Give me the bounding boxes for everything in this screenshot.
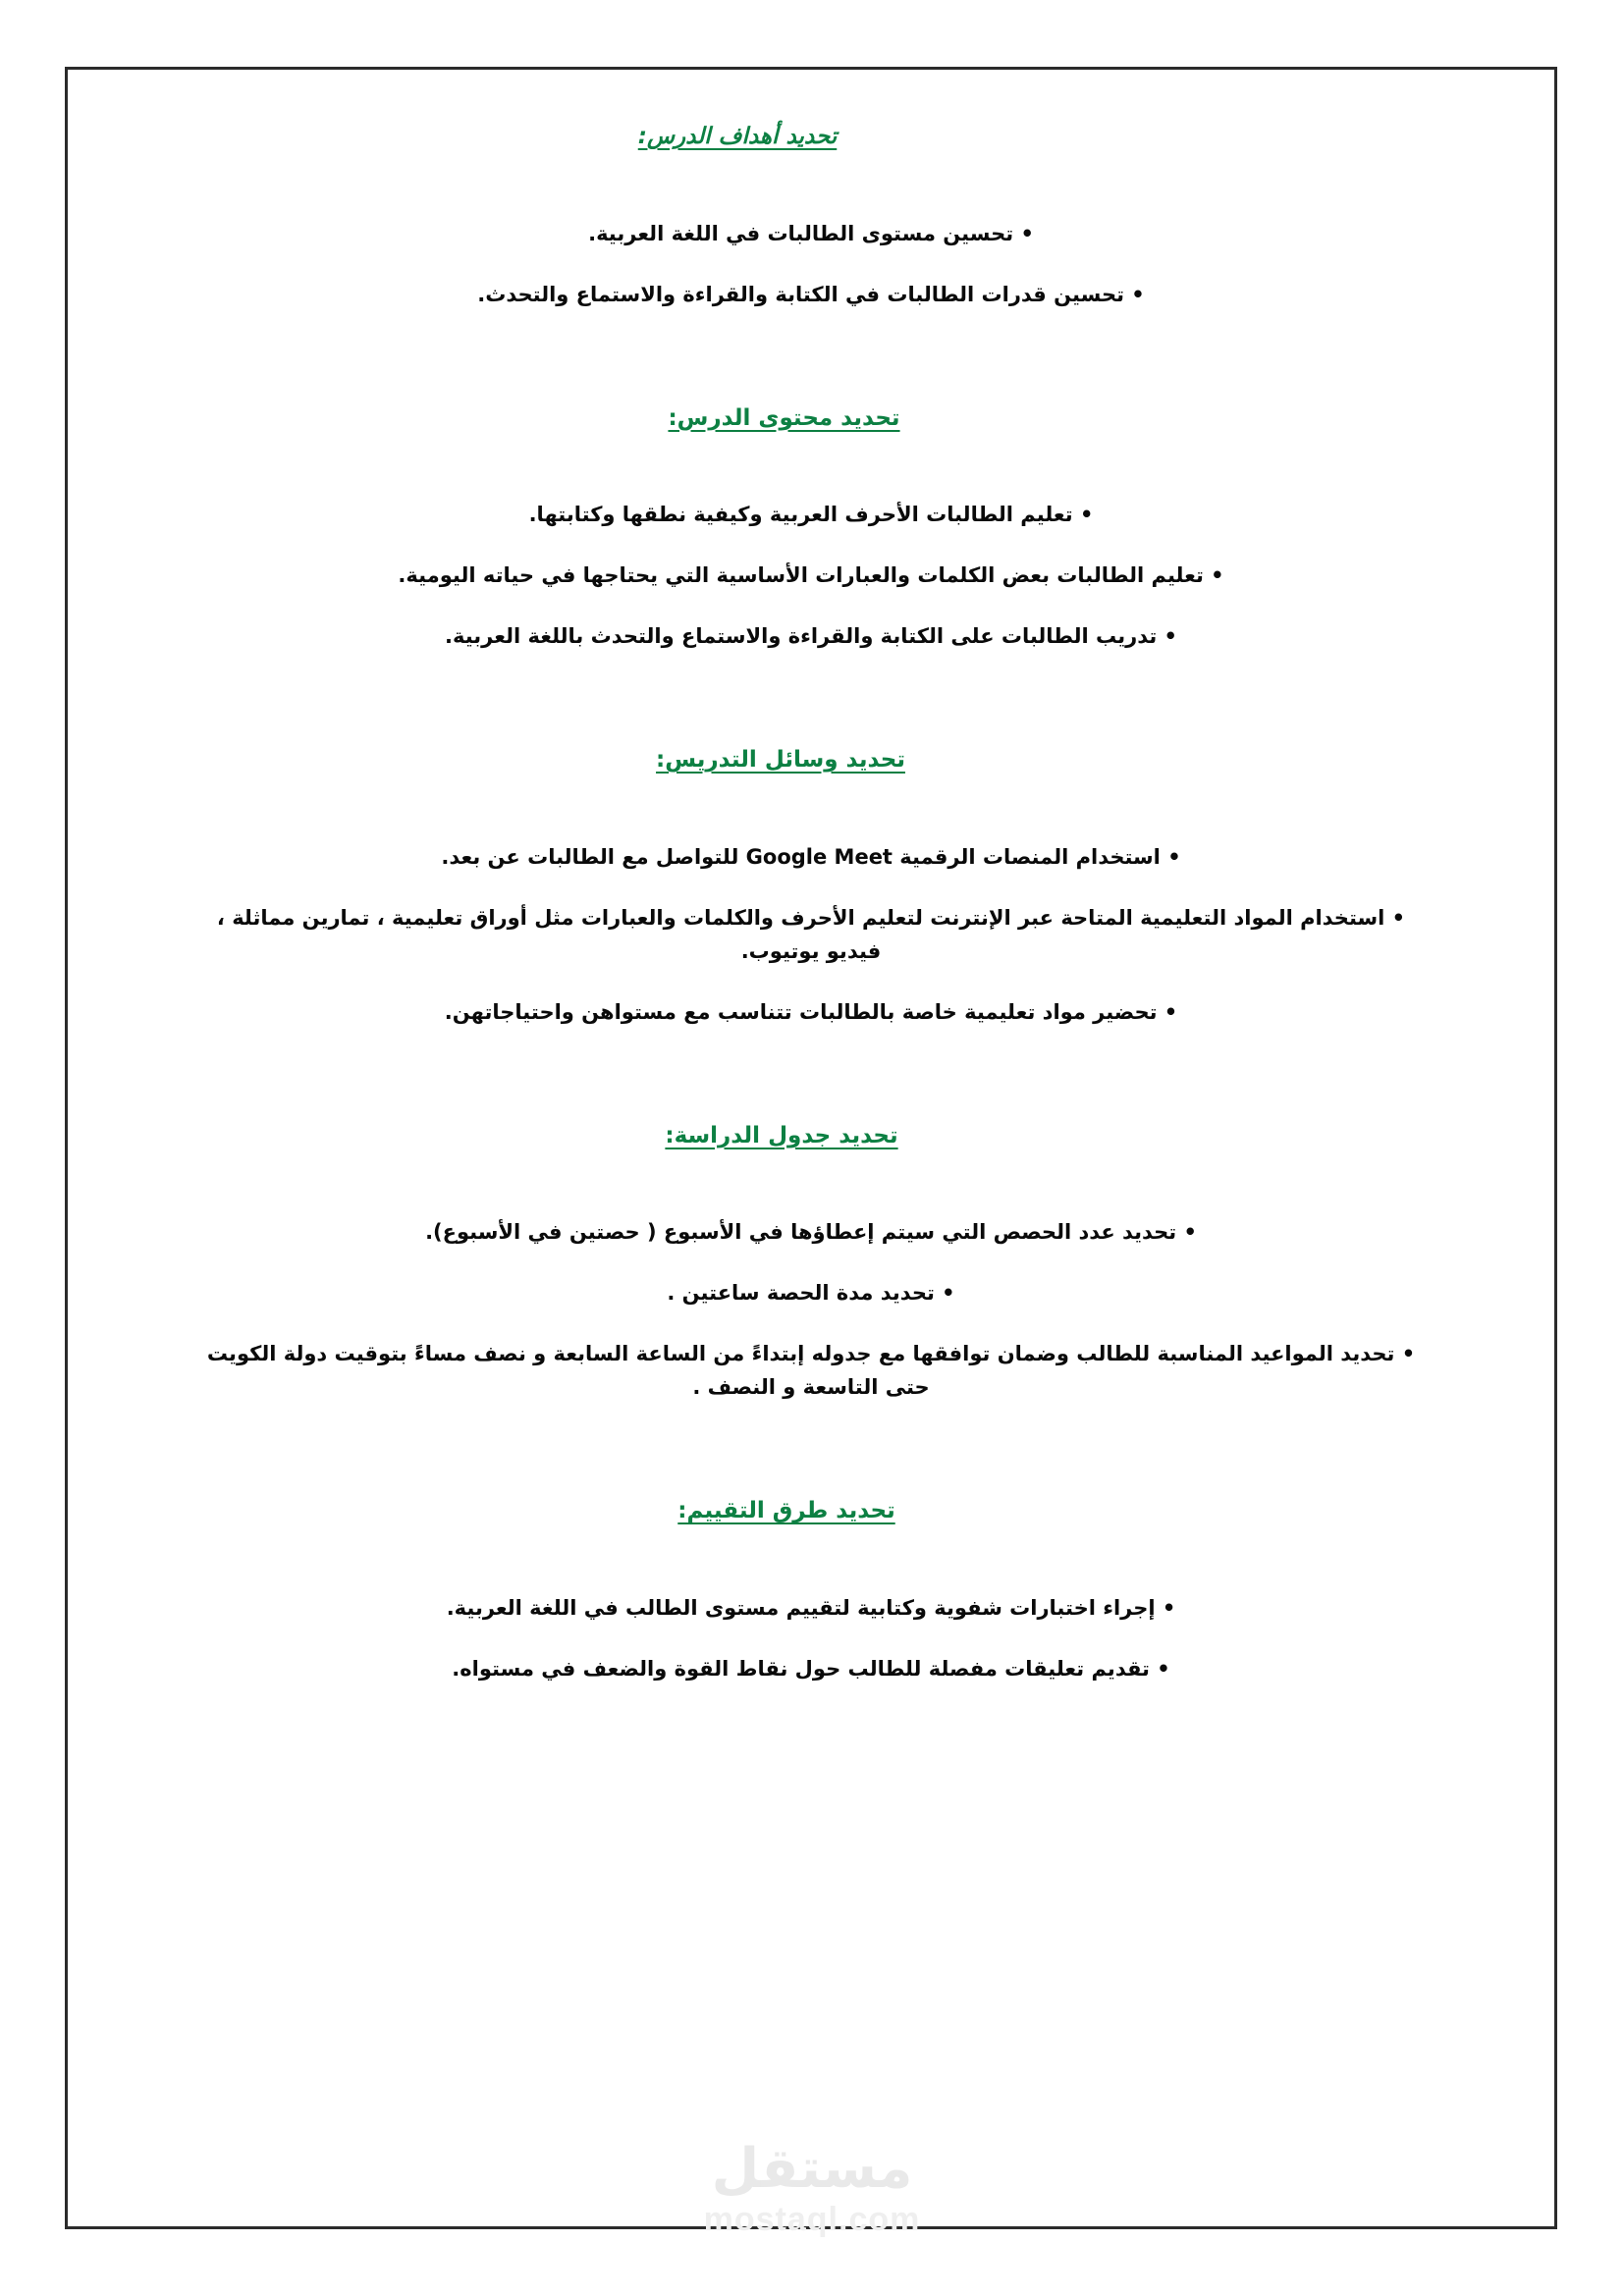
bullet-text: تحسين قدرات الطالبات في الكتابة والقراءة والاستماع والتحدث. [477, 282, 1124, 306]
bullet-item [183, 217, 1439, 250]
bullet-text: إجراء اختبارات شفوية وكتابية لتقييم مستوى الطالب في اللغة العربية. [446, 1595, 1156, 1620]
bullet-dot: • [1157, 999, 1178, 1024]
bullet-dot: • [1160, 844, 1181, 869]
bullet-item [183, 1337, 1439, 1404]
section-heading-assessment-methods [183, 1494, 1439, 1528]
watermark-arabic-text: مستقل [711, 2137, 913, 2202]
bullet-text: تحضير مواد تعليمية خاصة بالطالبات تتناسب مع مستواهن واحتياجاتهن. [444, 999, 1158, 1024]
bullet-item [183, 278, 1439, 311]
bullet-text: تحديد مدة الحصة ساعتين . [667, 1281, 935, 1306]
bullet-item [183, 840, 1439, 874]
watermark-latin-text: mostaql.com [703, 2201, 921, 2238]
spacer [183, 154, 1439, 217]
bullet-dot: • [1157, 624, 1177, 649]
bullet-item [183, 559, 1439, 592]
heading-text-assessment-methods: تحديد طرق التقييم: [677, 1498, 895, 1524]
section-heading-teaching-methods [183, 743, 1439, 777]
bullet-item [183, 1215, 1439, 1249]
bullet-text: تحسين مستوى الطالبات في اللغة العربية. [588, 221, 1014, 245]
bullet-dot: • [1072, 503, 1094, 527]
bullet-dot: • [1155, 1595, 1176, 1620]
bullet-dot: • [1384, 905, 1406, 930]
bullet-text: تعليم الطالبات بعض الكلمات والعبارات الأساسية التي يحتاجها في حياته اليومية. [398, 563, 1204, 588]
bullet-item [183, 1591, 1439, 1625]
spacer [183, 1152, 1439, 1215]
bullet-item [183, 901, 1439, 968]
section-heading-lesson-goals [183, 120, 1439, 154]
bullet-item [183, 1652, 1439, 1685]
heading-text-lesson-content: تحديد محتوى الدرس: [668, 404, 900, 431]
bullet-text: تقديم تعليقات مفصلة للطالب حول نقاط القوة والضعف في مستواه. [452, 1656, 1150, 1681]
bullet-dot: • [1013, 221, 1034, 245]
heading-text-teaching-methods: تحديد وسائل التدريس: [656, 747, 905, 774]
bullet-dot: • [1123, 282, 1145, 306]
bullet-text: استخدام المواد التعليمية المتاحة عبر الإنترنت لتعليم الأحرف والكلمات والعبارات مثل أوراق تعليمية ، تمارين مماثلة ، فيديو يوتيوب. [216, 905, 1385, 963]
bullet-item [183, 995, 1439, 1029]
spacer [183, 1431, 1439, 1494]
bullet-item [183, 498, 1439, 531]
bullet-dot: • [1203, 563, 1224, 588]
bullet-dot: • [1149, 1656, 1170, 1681]
section-heading-study-schedule [183, 1119, 1439, 1153]
spacer [183, 1528, 1439, 1591]
spacer [183, 339, 1439, 401]
bullet-text: تدريب الطالبات على الكتابة والقراءة والاستماع والتحدث باللغة العربية. [445, 624, 1158, 649]
bullet-dot: • [1176, 1220, 1197, 1245]
bullet-text: استخدام المنصات الرقمية Google Meet للتواصل مع الطالبات عن بعد. [441, 844, 1161, 869]
bullet-text: تحديد المواعيد المناسبة للطالب وضمان توافقها مع جدوله إبتداءً من الساعة السابعة و نصف مساءً بتوقيت دولة الكويت حتى التاسعة و النصف . [206, 1342, 1395, 1400]
bullet-item [183, 619, 1439, 653]
spacer [183, 1056, 1439, 1119]
spacer [183, 435, 1439, 498]
document-content [65, 67, 1557, 2229]
bullet-dot: • [1394, 1342, 1416, 1366]
section-heading-lesson-content [183, 401, 1439, 436]
bullet-text: تعليم الطالبات الأحرف العربية وكيفية نطقها وكتابتها. [528, 503, 1073, 527]
heading-text-lesson-goals: تحديد أهداف الدرس: [637, 124, 838, 149]
spacer [183, 680, 1439, 743]
bullet-item [183, 1276, 1439, 1309]
heading-text-study-schedule: تحديد جدول الدراسة: [665, 1122, 898, 1148]
spacer [183, 777, 1439, 840]
bullet-text: تحديد عدد الحصص التي سيتم إعطاؤها في الأسبوع ( حصتين في الأسبوع). [425, 1220, 1177, 1245]
bullet-dot: • [934, 1281, 955, 1306]
